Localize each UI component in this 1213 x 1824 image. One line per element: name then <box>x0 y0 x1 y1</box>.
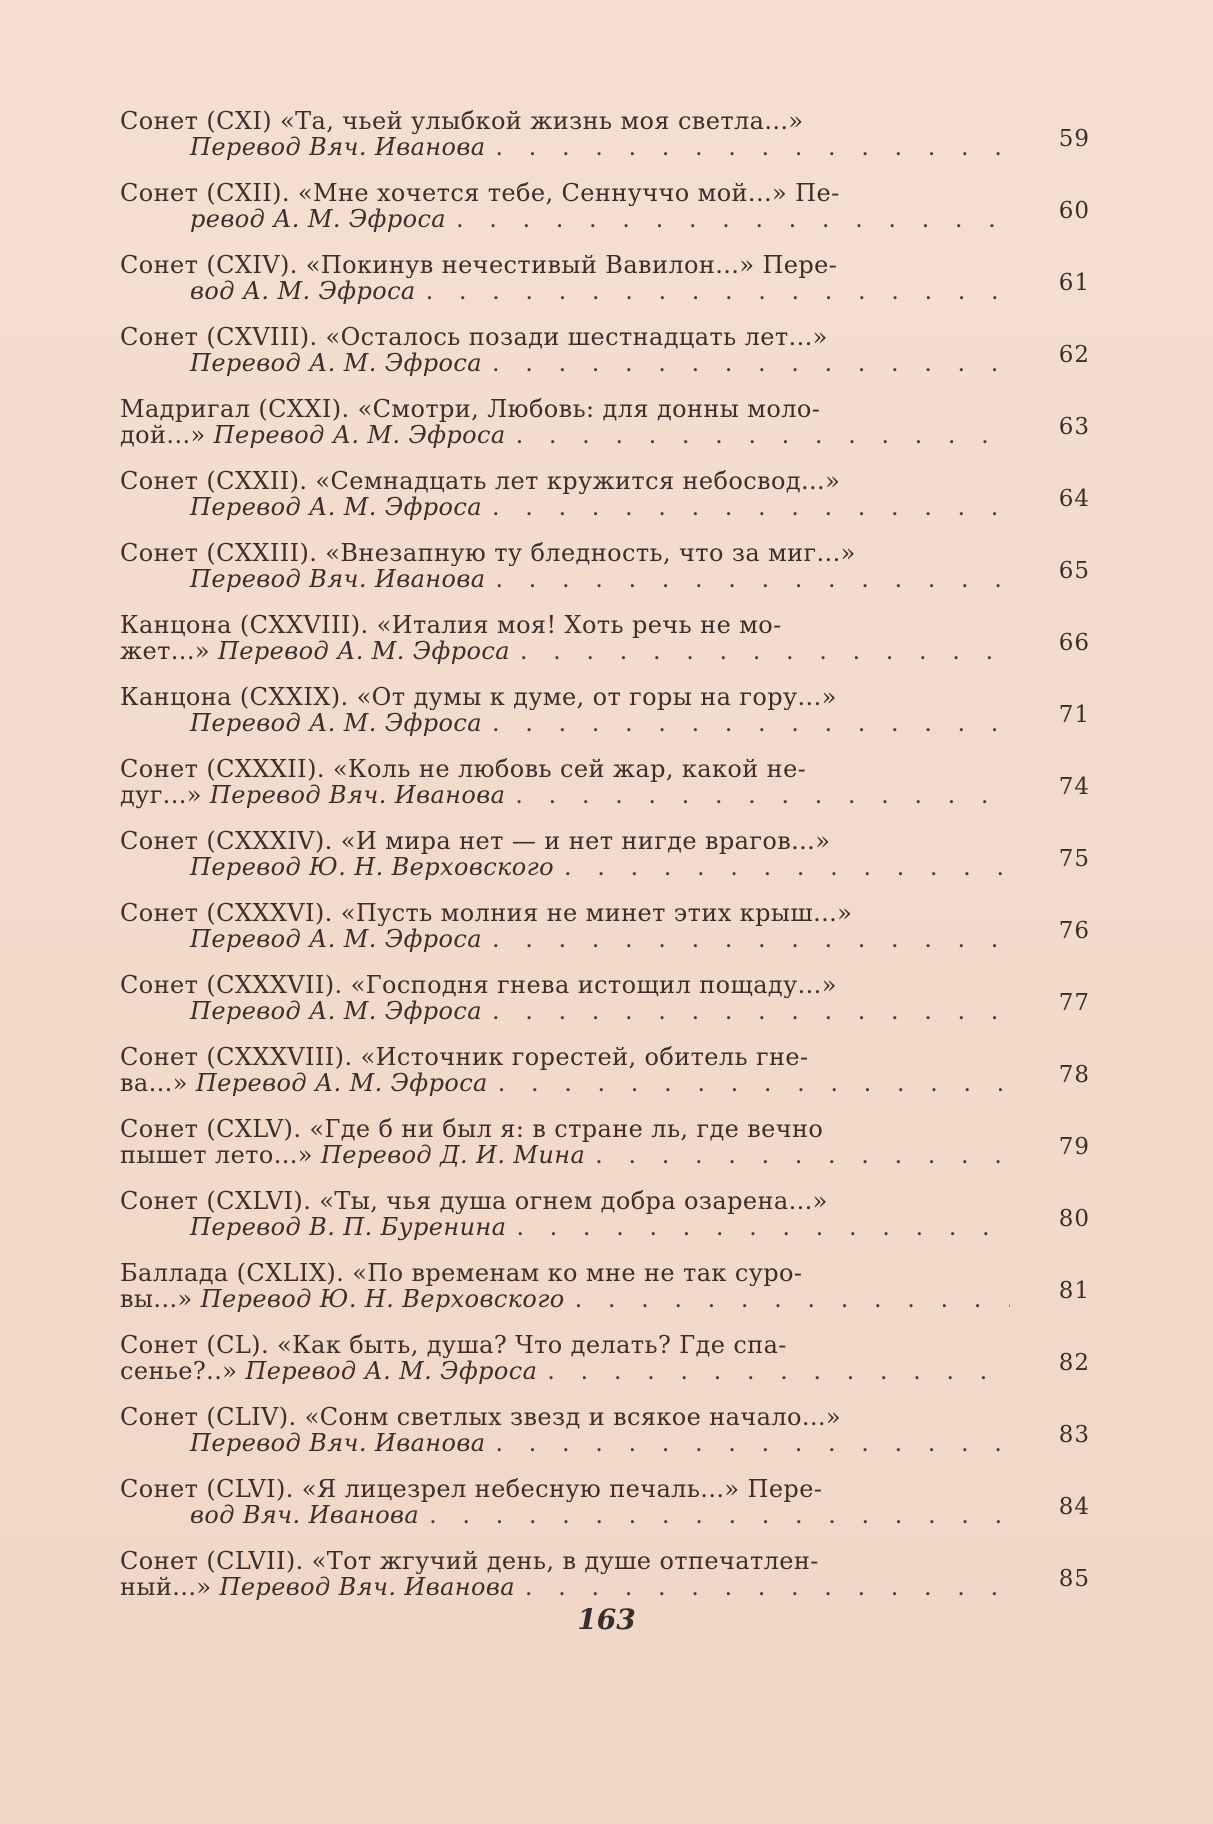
page-number: 163 <box>577 1603 636 1636</box>
toc-entry-translator: Перевод А. М. Эфроса <box>245 1357 538 1385</box>
toc-entry-second-line <box>120 494 1010 520</box>
toc-entry-title: Сонет (CXIV). «Покинув нечестивый Вавилон...» Пере- <box>120 252 838 278</box>
toc-entry-title: Сонет (CXXXVIII). «Источник горестей, обитель гне- <box>120 1044 809 1070</box>
toc-entry <box>120 592 1090 664</box>
toc-entry-second-line <box>120 1358 1010 1384</box>
toc-entry-page-number: 66 <box>1058 630 1090 656</box>
toc-entry-translator: Перевод Ю. Н. Верховского <box>190 853 554 881</box>
toc-entry-translator: Перевод А. М. Эфроса <box>195 1069 488 1097</box>
toc-entry-page-number: 60 <box>1058 198 1090 224</box>
toc-entry <box>120 880 1090 952</box>
toc-entry-second-line <box>120 566 1010 592</box>
toc-entry-page-number: 85 <box>1058 1566 1090 1592</box>
toc-entry-text <box>120 900 1010 952</box>
toc-entry-translator: Перевод А. М. Эфроса <box>190 349 482 377</box>
leader-dots <box>505 782 1010 808</box>
toc-entry <box>120 376 1090 448</box>
toc-entry-second-line <box>120 710 1010 736</box>
toc-entry-title: Сонет (CXII). «Мне хочется тебе, Сеннуччо мой...» Пе- <box>120 180 840 206</box>
toc-entry <box>120 1024 1090 1096</box>
toc-entry-second-line <box>120 1574 1010 1600</box>
toc-entry <box>120 1240 1090 1312</box>
leader-dots <box>554 854 1010 880</box>
toc-entry-translator: Перевод Вяч. Иванова <box>190 565 486 593</box>
toc-entry-second-line <box>120 206 1010 232</box>
toc-entry-text <box>120 396 1010 448</box>
leader-dots <box>416 278 1010 304</box>
toc-entry-second-line <box>120 1142 1010 1168</box>
toc-entry-title: Сонет (CXLVI). «Ты, чья душа огнем добра озарена...» <box>120 1188 828 1214</box>
toc-entry-text <box>120 612 1010 664</box>
toc-entry-second-line <box>120 1502 1010 1528</box>
toc-entry-text <box>120 684 1010 736</box>
toc-entry-title-continuation: жет...» <box>120 637 218 665</box>
toc-entry-page-number: 71 <box>1058 702 1090 728</box>
toc-entry-page-number: 65 <box>1058 558 1090 584</box>
toc-entry-text <box>120 324 1010 376</box>
toc-entry-page-number: 84 <box>1058 1494 1090 1520</box>
toc-entry-title: Сонет (CLIV). «Сонм светлых звезд и всякое начало...» <box>120 1404 841 1430</box>
leader-dots <box>485 566 1010 592</box>
toc-entry-second-line <box>120 1430 1010 1456</box>
toc-entry-page-number: 61 <box>1058 270 1090 296</box>
toc-entry-title-continuation: сенье?..» <box>120 1357 246 1385</box>
toc-entry-second-line <box>120 638 1010 664</box>
leader-dots <box>482 710 1010 736</box>
toc-entry <box>120 160 1090 232</box>
toc-entry-text <box>120 1044 1010 1096</box>
toc-entry-text <box>120 1404 1010 1456</box>
toc-entry-page-number: 74 <box>1058 774 1090 800</box>
toc-entry-page-number: 78 <box>1058 1062 1090 1088</box>
toc-entry-second-line <box>120 278 1010 304</box>
toc-entry-translator: Перевод В. П. Буренина <box>190 1213 507 1241</box>
toc-entry-text <box>120 1260 1010 1312</box>
toc-entry <box>120 1168 1090 1240</box>
toc-entry-translator: ревод А. М. Эфроса <box>190 205 447 233</box>
toc-entry-translator: Перевод Д. И. Мина <box>320 1141 586 1169</box>
toc-entry-second-line <box>120 998 1010 1024</box>
leader-dots <box>482 998 1010 1024</box>
toc-entry-second-line <box>120 1286 1010 1312</box>
toc-entry-page-number: 76 <box>1058 918 1090 944</box>
toc-entry-second-line <box>120 782 1010 808</box>
table-of-contents <box>120 88 1090 1600</box>
toc-entry-second-line <box>120 422 1010 448</box>
leader-dots <box>506 422 1010 448</box>
toc-entry-title-continuation: дуг...» <box>120 781 210 809</box>
toc-entry-page-number: 59 <box>1058 126 1090 152</box>
toc-entry <box>120 1384 1090 1456</box>
toc-entry-second-line <box>120 1070 1010 1096</box>
toc-entry-title: Канцона (CXXVIII). «Италия моя! Хоть речь не мо- <box>120 612 782 638</box>
toc-entry-title: Баллада (CXLIX). «По временам ко мне не так суро- <box>120 1260 803 1286</box>
toc-entry-page-number: 80 <box>1058 1206 1090 1232</box>
toc-entry-title: Сонет (CXXXIV). «И мира нет — и нет нигде врагов...» <box>120 828 831 854</box>
leader-dots <box>537 1358 1010 1384</box>
toc-entry-page-number: 77 <box>1058 990 1090 1016</box>
toc-entry-page-number: 79 <box>1058 1134 1090 1160</box>
toc-entry-text <box>120 1476 1010 1528</box>
toc-entry-title: Сонет (CXXXVI). «Пусть молния не минет этих крыш...» <box>120 900 853 926</box>
toc-entry-translator: Перевод А. М. Эфроса <box>190 997 482 1025</box>
toc-entry-title: Сонет (CXI) «Та, чьей улыбкой жизнь моя светла...» <box>120 108 804 134</box>
toc-entry-text <box>120 1548 1010 1600</box>
leader-dots <box>485 1430 1010 1456</box>
toc-entry-text <box>120 756 1010 808</box>
toc-entry <box>120 520 1090 592</box>
toc-entry-page-number: 75 <box>1058 846 1090 872</box>
toc-entry <box>120 1312 1090 1384</box>
toc-entry-translator: Перевод А. М. Эфроса <box>190 493 482 521</box>
toc-entry-page-number: 62 <box>1058 342 1090 368</box>
leader-dots <box>485 134 1010 160</box>
toc-entry-text <box>120 468 1010 520</box>
toc-entry-translator: Перевод А. М. Эфроса <box>190 925 482 953</box>
toc-entry-translator: Перевод А. М. Эфроса <box>190 709 482 737</box>
toc-entry-translator: вод Вяч. Иванова <box>190 1501 420 1529</box>
toc-entry-text <box>120 252 1010 304</box>
toc-entry-page-number: 64 <box>1058 486 1090 512</box>
toc-entry <box>120 1456 1090 1528</box>
toc-entry-second-line <box>120 926 1010 952</box>
leader-dots <box>419 1502 1010 1528</box>
toc-entry <box>120 1528 1090 1600</box>
toc-entry-second-line <box>120 854 1010 880</box>
toc-entry <box>120 448 1090 520</box>
toc-entry-title: Мадригал (CXXI). «Смотри, Любовь: для донны моло- <box>120 396 821 422</box>
toc-entry <box>120 232 1090 304</box>
toc-entry-text <box>120 540 1010 592</box>
toc-entry-text <box>120 1332 1010 1384</box>
toc-entry-title: Сонет (CLVII). «Тот жгучий день, в душе отпечатлен- <box>120 1548 819 1574</box>
toc-entry-text <box>120 180 1010 232</box>
toc-entry <box>120 664 1090 736</box>
toc-entry-page-number: 81 <box>1058 1278 1090 1304</box>
toc-entry-text <box>120 972 1010 1024</box>
toc-entry-title-continuation: ный...» <box>120 1573 220 1601</box>
leader-dots <box>446 206 1010 232</box>
toc-entry-translator: Перевод Вяч. Иванова <box>190 133 486 161</box>
toc-entry-page-number: 82 <box>1058 1350 1090 1376</box>
toc-entry-translator: Перевод А. М. Эфроса <box>213 421 506 449</box>
toc-entry-translator: Перевод А. М. Эфроса <box>217 637 510 665</box>
toc-entry-text <box>120 828 1010 880</box>
toc-entry-title: Сонет (CXVIII). «Осталось позади шестнадцать лет...» <box>120 324 828 350</box>
toc-entry <box>120 736 1090 808</box>
toc-entry-page-number: 63 <box>1058 414 1090 440</box>
leader-dots <box>565 1286 1010 1312</box>
toc-entry-title: Сонет (CXLV). «Где б ни был я: в стране ль, где вечно <box>120 1116 824 1142</box>
toc-entry-title-continuation: пышет лето...» <box>120 1141 321 1169</box>
toc-entry-title-continuation: вы...» <box>120 1285 201 1313</box>
leader-dots <box>506 1214 1010 1240</box>
leader-dots <box>585 1142 1010 1168</box>
toc-entry-title: Канцона (CXXIX). «От думы к думе, от горы на гору...» <box>120 684 837 710</box>
leader-dots <box>488 1070 1010 1096</box>
toc-entry <box>120 808 1090 880</box>
leader-dots <box>482 494 1010 520</box>
toc-entry-title: Сонет (CL). «Как быть, душа? Что делать? Где спа- <box>120 1332 787 1358</box>
toc-entry-translator: Перевод Вяч. Иванова <box>190 1429 486 1457</box>
toc-entry-second-line <box>120 1214 1010 1240</box>
leader-dots <box>515 1574 1010 1600</box>
leader-dots <box>482 350 1010 376</box>
toc-entry-translator: Перевод Ю. Н. Верховского <box>200 1285 565 1313</box>
toc-entry <box>120 1096 1090 1168</box>
toc-entry <box>120 304 1090 376</box>
toc-entry-text <box>120 1116 1010 1168</box>
leader-dots <box>482 926 1010 952</box>
toc-entry-page-number: 83 <box>1058 1422 1090 1448</box>
toc-entry-title: Сонет (CXXXVII). «Господня гнева истощил пощаду...» <box>120 972 837 998</box>
toc-entry-second-line <box>120 350 1010 376</box>
toc-entry-title: Сонет (CLVI). «Я лицезрел небесную печаль...» Пере- <box>120 1476 823 1502</box>
toc-entry-title-continuation: дой...» <box>120 421 214 449</box>
toc-entry-second-line <box>120 134 1010 160</box>
toc-entry-title: Сонет (CXXII). «Семнадцать лет кружится небосвод...» <box>120 468 841 494</box>
toc-entry <box>120 88 1090 160</box>
toc-entry <box>120 952 1090 1024</box>
toc-entry-text <box>120 1188 1010 1240</box>
toc-entry-translator: Перевод Вяч. Иванова <box>219 1573 515 1601</box>
leader-dots <box>510 638 1010 664</box>
toc-entry-title: Сонет (CXXXII). «Коль не любовь сей жар, какой не- <box>120 756 807 782</box>
toc-entry-text <box>120 108 1010 160</box>
toc-entry-translator: Перевод Вяч. Иванова <box>209 781 506 809</box>
toc-entry-translator: вод А. М. Эфроса <box>190 277 416 305</box>
toc-entry-title: Сонет (CXXIII). «Внезапную ту бледность, что за миг...» <box>120 540 856 566</box>
toc-entry-title-continuation: ва...» <box>120 1069 196 1097</box>
